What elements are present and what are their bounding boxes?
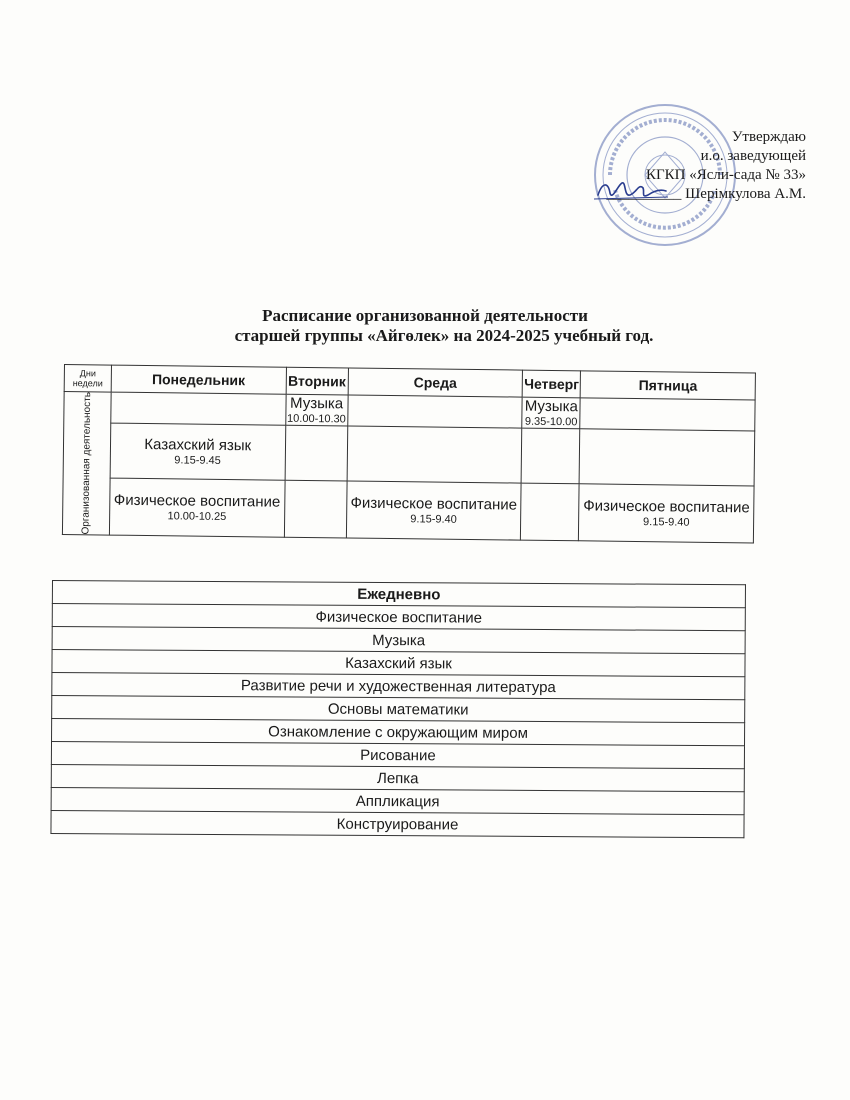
- daily-item: Музыка: [52, 627, 745, 654]
- daily-item: Ознакомление с окружающим миром: [52, 719, 745, 746]
- cell-subject: [580, 456, 754, 458]
- cell-subject: Физическое воспитание: [113, 491, 281, 511]
- schedule-cell: [285, 394, 348, 426]
- day-header: Пятница: [581, 371, 756, 400]
- cell-time: [285, 453, 346, 454]
- schedule-cell: [109, 478, 284, 537]
- title-line-2: старшей группы «Айгөлек» на 2024-2025 учебный год.: [234, 326, 654, 345]
- cell-subject: [348, 410, 521, 412]
- schedule-table: [62, 364, 756, 543]
- schedule-cell: [580, 429, 755, 486]
- cell-subject: [581, 413, 755, 415]
- daily-item: Казахский язык: [52, 650, 745, 677]
- cell-time: 9.15-9.40: [410, 513, 457, 526]
- side-label-cell: [62, 392, 111, 536]
- daily-item: Аппликация: [51, 787, 744, 814]
- daily-item: Основы математики: [52, 696, 745, 723]
- cell-time: 10.00-10.30: [287, 412, 346, 426]
- cell-time: [521, 512, 578, 513]
- cell-subject: [285, 509, 346, 510]
- cell-subject: Казахский язык: [144, 435, 252, 455]
- cell-subject: Физическое воспитание: [583, 497, 750, 517]
- approval-position: и.о. заведующей: [700, 148, 806, 164]
- daily-item: Развитие речи и художественная литература: [52, 673, 745, 700]
- side-label: Организованная деятельность: [80, 391, 94, 535]
- cell-time: [348, 410, 521, 412]
- schedule-cell: [110, 423, 285, 480]
- schedule-cell: [580, 398, 755, 431]
- day-header: Четверг: [522, 370, 581, 398]
- schedule-cell: [579, 484, 754, 543]
- cell-time: [580, 456, 754, 458]
- cell-subject: Физическое воспитание: [350, 494, 518, 514]
- cell-time: [348, 453, 521, 455]
- cell-subject: [522, 456, 579, 457]
- daily-item: Конструирование: [51, 810, 744, 837]
- daily-item: Лепка: [51, 764, 744, 791]
- cell-time: [581, 413, 755, 415]
- cell-subject: Музыка: [524, 397, 578, 416]
- schedule-cell: [347, 426, 522, 483]
- cell-subject: [285, 453, 346, 454]
- cell-time: 9.35-10.00: [524, 415, 578, 429]
- day-header: Понедельник: [111, 365, 286, 394]
- cell-time: 9.15-9.45: [174, 454, 221, 467]
- daily-item: Рисование: [51, 742, 744, 769]
- title-line-1: Расписание организованной деятельности: [262, 306, 588, 325]
- schedule-cell: [347, 395, 522, 428]
- cell-time: [111, 408, 284, 410]
- cell-subject: [111, 408, 284, 410]
- approval-title: Утверждаю: [731, 129, 806, 145]
- corner-label: Дни недели: [64, 365, 111, 393]
- daily-activities-table: [50, 580, 746, 838]
- schedule-cell: [111, 392, 286, 425]
- daily-item: Физическое воспитание: [52, 604, 745, 631]
- cell-time: 9.15-9.40: [643, 516, 690, 529]
- schedule-cell: [285, 425, 348, 481]
- schedule-row: [63, 423, 755, 486]
- cell-time: [285, 509, 346, 510]
- schedule-cell: [521, 428, 580, 484]
- cell-time: 10.00-10.25: [167, 510, 227, 523]
- approval-organization: КГКП «Ясли-сада № 33»: [645, 167, 806, 183]
- cell-subject: [348, 453, 521, 455]
- cell-subject: Музыка: [290, 394, 344, 413]
- approval-signer-name: Шерімкулова А.М.: [685, 186, 806, 202]
- cell-subject: [521, 512, 578, 513]
- schedule-row: [62, 477, 754, 542]
- cell-time: [522, 456, 579, 457]
- document-title: [0, 306, 850, 346]
- day-header: Среда: [348, 368, 523, 397]
- schedule-cell: [284, 480, 347, 538]
- signature-blank: __________: [606, 186, 682, 202]
- schedule-cell: [346, 481, 521, 540]
- handwritten-signature: [590, 175, 670, 205]
- daily-header: Ежедневно: [52, 581, 745, 608]
- schedule-cell: [521, 483, 580, 541]
- schedule-cell: [522, 397, 581, 429]
- day-header: Вторник: [286, 367, 349, 395]
